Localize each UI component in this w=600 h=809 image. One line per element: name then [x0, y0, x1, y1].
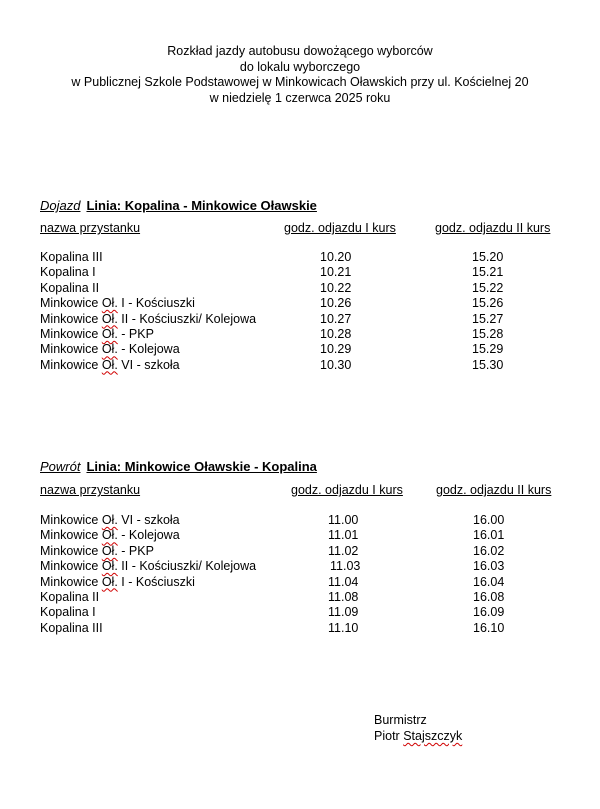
- second-time: 16.00: [473, 513, 505, 527]
- stop-name: Minkowice Oł. - Kolejowa: [40, 528, 180, 543]
- signature-surname: Stajszczyk: [403, 729, 463, 743]
- powrot-row: [40, 513, 570, 528]
- signature-name: [374, 728, 462, 744]
- dojazd-row: [40, 327, 570, 342]
- dojazd-col-first: godz. odjazdu I kurs: [284, 221, 396, 235]
- stop-name: Kopalina III: [40, 620, 103, 635]
- second-time: 16.09: [473, 605, 505, 620]
- second-time: 16.10: [473, 620, 505, 635]
- second-time: 16.02: [473, 543, 505, 558]
- powrot-row: [40, 575, 570, 590]
- second-time: 15.30: [472, 357, 504, 372]
- stop-name: Minkowice Oł. I - Kościuszki: [40, 296, 195, 311]
- header-line-1: Rozkład jazdy autobusu dowożącego wyborców: [167, 44, 433, 58]
- dojazd-row: [40, 342, 570, 357]
- dojazd-row: [40, 358, 570, 373]
- dojazd-row: [40, 312, 570, 327]
- dojazd-line: Linia: Kopalina - Minkowice Oławskie: [86, 198, 317, 213]
- powrot-row: [40, 544, 570, 559]
- second-time: 16.01: [473, 528, 505, 543]
- dojazd-row: [40, 250, 570, 265]
- second-time: 16.08: [473, 589, 505, 604]
- header-line-3: w Publicznej Szkole Podstawowej w Minkowicach Oławskich przy ul. Kościelnej 20: [71, 75, 529, 89]
- stop-name: Kopalina II: [40, 280, 100, 295]
- powrot-row: [40, 590, 570, 605]
- dojazd-title: [40, 198, 570, 214]
- second-time: 15.26: [472, 296, 504, 311]
- first-time: 11.00: [328, 513, 359, 527]
- stop-name: Kopalina I: [40, 265, 96, 280]
- first-time: 11.08: [328, 589, 359, 604]
- powrot-row: [40, 528, 570, 543]
- signature-first-name: Piotr: [374, 729, 400, 743]
- powrot-direction: Powrót: [40, 459, 81, 474]
- dojazd-section: [40, 198, 570, 388]
- stop-name: Minkowice Oł. - PKP: [40, 543, 154, 558]
- powrot-section: [40, 459, 570, 649]
- dojazd-col-stop: nazwa przystanku: [40, 221, 141, 235]
- second-time: 15.27: [472, 311, 504, 326]
- first-time: 10.27: [320, 311, 352, 326]
- first-time: 10.21: [320, 265, 352, 280]
- first-time: 11.04: [328, 574, 359, 589]
- dojazd-row: [40, 281, 570, 296]
- stop-name: Minkowice Oł. I - Kościuszki: [40, 574, 195, 589]
- stop-name: Kopalina I: [40, 605, 96, 620]
- powrot-line: Linia: Minkowice Oławskie - Kopalina: [86, 459, 317, 474]
- second-time: 15.20: [472, 250, 504, 264]
- powrot-col-first: godz. odjazdu I kurs: [291, 483, 403, 497]
- powrot-row: [40, 605, 570, 620]
- powrot-col-stop: nazwa przystanku: [40, 483, 141, 497]
- second-time: 15.21: [472, 265, 504, 280]
- first-time: 11.01: [328, 528, 359, 543]
- first-time: 10.29: [320, 342, 352, 357]
- dojazd-col-second: godz. odjazdu II kurs: [435, 221, 551, 235]
- stop-name: Minkowice Oł. VI - szkoła: [40, 357, 180, 372]
- stop-name: Minkowice Oł. II - Kościuszki/ Kolejowa: [40, 311, 257, 326]
- second-time: 15.22: [472, 280, 504, 295]
- powrot-row: [40, 621, 570, 636]
- first-time: 11.09: [328, 605, 359, 620]
- first-time: 11.02: [328, 543, 359, 558]
- powrot-title: [40, 459, 570, 475]
- second-time: 15.28: [472, 326, 504, 341]
- first-time: 10.28: [320, 326, 352, 341]
- second-time: 15.29: [472, 342, 504, 357]
- stop-name: Kopalina III: [40, 250, 103, 264]
- stop-name: Minkowice Oł. VI - szkoła: [40, 513, 180, 527]
- second-time: 16.03: [473, 559, 505, 574]
- powrot-col-second: godz. odjazdu II kurs: [436, 483, 552, 497]
- stop-name: Kopalina II: [40, 589, 100, 604]
- first-time: 10.20: [320, 250, 352, 264]
- stop-name: Minkowice Oł. - PKP: [40, 326, 154, 341]
- powrot-row: [40, 559, 570, 574]
- dojazd-row: [40, 296, 570, 311]
- signature-block: [374, 712, 462, 744]
- powrot-rows: [40, 513, 570, 636]
- stop-name: Minkowice Oł. II - Kościuszki/ Kolejowa: [40, 559, 257, 574]
- signature-role: Burmistrz: [374, 713, 427, 727]
- first-time: 11.03: [330, 559, 361, 574]
- second-time: 16.04: [473, 574, 505, 589]
- first-time: 11.10: [328, 620, 359, 635]
- dojazd-rows: [40, 250, 570, 373]
- stop-name: Minkowice Oł. - Kolejowa: [40, 342, 180, 357]
- first-time: 10.22: [320, 280, 352, 295]
- first-time: 10.26: [320, 296, 352, 311]
- dojazd-row: [40, 265, 570, 280]
- header-line-2: do lokalu wyborczego: [239, 59, 361, 74]
- document-header: [0, 44, 600, 106]
- header-line-4: w niedzielę 1 czerwca 2025 roku: [209, 90, 391, 105]
- dojazd-direction: Dojazd: [40, 198, 81, 213]
- first-time: 10.30: [320, 357, 352, 372]
